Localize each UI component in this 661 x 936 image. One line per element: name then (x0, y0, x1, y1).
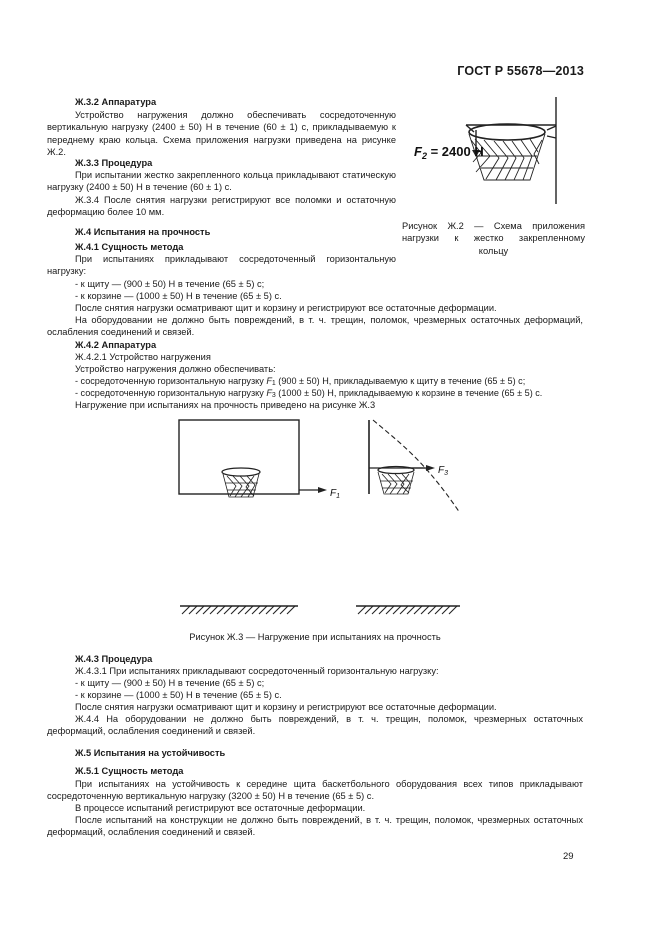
section-j41-text3: На оборудовании не должно быть повреждений, в т. ч. трещин, поломок, чрезмерных остаточных деформаций, ослабления соединений и связей. (47, 315, 583, 338)
section-j51-text3: После испытаний на конструкции не должно быть повреждений, в т. ч. трещин, поломок, чрезмерных остаточных деформаций, ослабления соединений и связей. (47, 815, 583, 838)
section-j5-heading: Ж.5 Испытания на устойчивость (75, 748, 226, 758)
section-j421-heading: Ж.4.2.1 Устройство нагружения (75, 352, 211, 362)
section-j431-text: Ж.4.3.1 При испытаниях прикладывают сосредоточенный горизонтальную нагрузку: (75, 666, 439, 676)
section-j51-text2: В процессе испытаний регистрируют все остаточные деформации. (75, 803, 366, 813)
section-j43-heading: Ж.4.3 Процедура (75, 654, 153, 664)
section-j42-heading: Ж.4.2 Аппаратура (75, 340, 157, 350)
section-j42-text2: Нагружение при испытаниях на прочность приведено на рисунке Ж.3 (75, 400, 376, 410)
section-j41-heading: Ж.4.1 Сущность метода (75, 242, 184, 252)
section-j32-text: Устройство нагружения должно обеспечивать сосредоточенную вертикальную нагрузку (2400 ± 50) Н в течение (60 ± 1) с, прикладываемую к переднему краю кольца. Схема приложения нагрузки приведена на рисунке Ж.2. (47, 110, 396, 157)
basketball-hoop-ring (469, 124, 545, 140)
svg-text:F1: $F_1$ (330, 488, 341, 500)
list-item: - к корзине — (1000 ± 50) Н в течение (65 ± 5) с. (75, 291, 282, 301)
list-item: - к щиту — (900 ± 50) Н в течение (65 ± 5) с; (75, 279, 265, 289)
section-j44-text: Ж.4.4 На оборудовании не должно быть повреждений, в т. ч. трещин, поломок, чрезмерных остаточных деформаций, ослабления соединений и связей. (47, 714, 583, 737)
section-j41-text2: После снятия нагрузки осматривают щит и корзину и регистрируют все остаточные деформации. (75, 303, 497, 313)
list-item: - к корзине — (1000 ± 50) Н в течение (65 ± 5) с. (75, 690, 282, 700)
section-j34-text: Ж.3.4 После снятия нагрузки регистрируют все поломки и остаточную деформацию более 10 мм. (47, 195, 396, 218)
document-header: ГОСТ Р 55678—2013 (457, 64, 584, 78)
section-j42-text: Устройство нагружения должно обеспечивать: (75, 364, 276, 374)
figure-j3-caption: Рисунок Ж.3 — Нагружение при испытаниях на прочность (189, 632, 441, 642)
section-j43-text2: После снятия нагрузки осматривают щит и корзину и регистрируют все остаточные деформации. (75, 702, 497, 712)
figure-j3 (170, 418, 470, 622)
figure-j2 (402, 96, 588, 208)
list-item: - сосредоточенную горизонтальную нагрузку $F_3$ (1000 ± 50) Н, прикладываемую к корзине в течение (65 ± 5) с. (75, 388, 543, 399)
section-j4-heading: Ж.4 Испытания на прочность (75, 227, 211, 237)
svg-text:F3: $F_3$ (438, 465, 449, 477)
section-j33-heading: Ж.3.3 Процедура (75, 158, 153, 168)
figure-j2-caption: Рисунок Ж.2 — Схема приложения нагрузки к жестко закрепленному кольцу (402, 221, 585, 256)
section-j51-text: При испытаниях на устойчивость к середине щита баскетбольного оборудования всех типов прикладывают сосредоточенную вертикальную нагрузку (3200 ± 50) Н в течение (65 ± 5) с. (47, 779, 583, 802)
section-j51-heading: Ж.5.1 Сущность метода (75, 766, 184, 776)
section-j33-text: При испытании жестко закрепленного кольца прикладывают статическую нагрузку (2400 ± 50) Н в течение (60 ± 1) с. (47, 170, 396, 193)
section-j32-heading: Ж.3.2 Аппаратура (75, 97, 157, 107)
svg-text:F2 = 2400 Н: $F_2 = 2400$ Н (414, 144, 484, 161)
list-item: - сосредоточенную горизонтальную нагрузку $F_1$ (900 ± 50) Н, прикладываемую к щиту в течение (65 ± 5) с; (75, 376, 526, 387)
basketball-net (378, 472, 414, 494)
list-item: - к щиту — (900 ± 50) Н в течение (65 ± 5) с; (75, 678, 265, 688)
section-j41-text: При испытаниях прикладывают сосредоточенный горизонтальную нагрузку: (47, 254, 396, 277)
basketball-hoop-ring (222, 468, 260, 476)
page-number: 29 (563, 851, 574, 862)
